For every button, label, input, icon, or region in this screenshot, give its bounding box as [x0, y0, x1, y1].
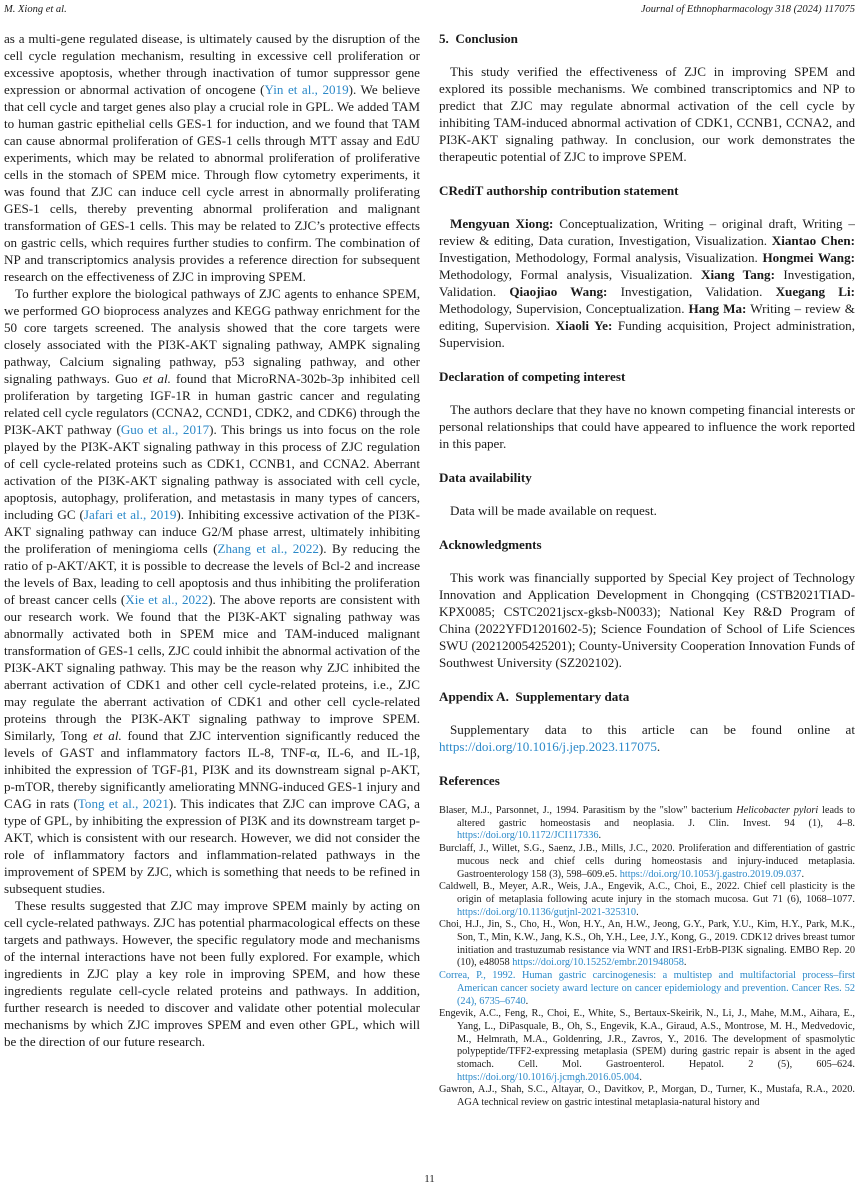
hyperlink[interactable]: https://doi.org/10.1016/j.jcmgh.2016.05.004 [457, 1071, 640, 1083]
section-heading-credit-authorship-contribution-statement: CRediT authorship contribution statement [439, 183, 679, 198]
text-segment: Mengyuan Xiong: [450, 216, 554, 231]
paragraph [439, 401, 855, 452]
text-segment: Methodology, Formal analysis, Visualization. [439, 267, 702, 282]
text-segment: et al. [93, 728, 122, 743]
text-segment: Xiaoli Ye: [555, 318, 613, 333]
running-head-author: M. Xiong et al. [4, 4, 67, 15]
text-segment: ). We believe that cell cycle and target genes also play a crucial role in GPL. We added TAM to human gastric epithelial cells GES-1 for induction, and we found that TAM can cause abnormal proliferation of GES-1 cells through MTT assay and EdU experiments, which may be related to abnormal proliferation of proliferative cells in the stomach of SPEM mice. Through flow cytometry experiments, it was found that ZJC can induce cell cycle arrest in abnormally proliferating GES-1 cells, thereby preventing abnormal proliferation and malignant transformation of GES-1 cells. This may be related to ZJC’s protective effects on gastric cells, which requires further studies to confirm. The combination of NP and transcriptomics analysis provides a reference direction for subsequent research on the effectiveness of ZJC in improving SPEM. [4, 82, 420, 284]
hyperlink[interactable]: Tong et al., 2021 [77, 796, 169, 811]
hyperlink[interactable]: https://doi.org/10.15252/embr.201948058 [512, 957, 684, 969]
text-segment: as a multi-gene regulated disease, is ultimately caused by the disruption of the cell cycle regulation mechanism, resulting in excessive cell proliferation or excessive apoptosis, whether through inactivation of tumor suppressor gene expression or abnormal activation of oncogene ( [4, 31, 420, 97]
text-segment: Qiaojiao Wang: [509, 284, 608, 299]
text-segment: Gawron, A.J., Shah, S.C., Altayar, O., Davitkov, P., Morgan, D., Turner, K., Mustafa, R.A., 2020. AGA technical review on gastric intestinal metaplasia-natural history and [439, 1084, 855, 1109]
reference-item [439, 881, 855, 919]
running-head [4, 4, 855, 16]
text-segment: Funding acquisition, Project administration, Supervision. [439, 318, 855, 350]
section-heading-appendix-a-supplementary-data: Appendix A. Supplementary data [439, 689, 630, 704]
text-segment: Methodology, Supervision, Conceptualization. [439, 301, 689, 316]
reference-item [439, 843, 855, 881]
hyperlink[interactable]: https://doi.org/10.1016/j.jep.2023.117075 [439, 739, 657, 754]
hyperlink[interactable]: Correa, P., 1992. Human gastric carcinogenesis: a multistep and multifactorial process–first American cancer society award lecture on cancer epidemiology and prevention. Cancer Res. 52 (24), 6735–6740 [439, 970, 855, 1007]
right-column [439, 30, 855, 1110]
hyperlink[interactable]: Zhang et al., 2022 [217, 541, 319, 556]
paragraph [4, 30, 420, 285]
text-segment: Choi, H.J., Jin, S., Cho, H., Won, H.Y., An, H.W., Jeong, G.Y., Park, Y.U., Kim, H.Y., Park, M.K., Son, T., Min, K.W., Jang, K.S., Oh, Y.H., Lee, J.Y., Kong, G., 2019. CDK12 drives breast tumor initiation and trastuzumab resistance via WNT and IRS1-ErbB-PI3K signaling. EMBO Rep. 20 (10), e48058 [439, 919, 855, 969]
reference-item [439, 970, 855, 1008]
references-list [439, 805, 855, 1110]
reference-item [439, 1084, 855, 1109]
paragraph [4, 897, 420, 1050]
text-segment: leads to altered gastric homeostasis and neoplasia. J. Clin. Invest. 94 (1), 4–8. [457, 805, 855, 829]
hyperlink[interactable]: Yin et al., 2019 [264, 82, 349, 97]
text-segment: To further explore the biological pathways of ZJC agents to enhance SPEM, we performed GO bioprocess analyzes and KEGG pathway enrichment for the 50 core targets screened. The analysis showed that the core targets were closely associated with the PI3K-AKT signaling pathway, AMPK signaling pathway, Calcium signaling pathway, p53 signaling pathway, and other signaling pathways. Guo [4, 286, 420, 386]
section-heading-references: References [439, 773, 500, 788]
text-segment: Burclaff, J., Willet, S.G., Saenz, J.B., Mills, J.C., 2020. Proliferation and differentiation of gastric mucous neck and chief cells during homeostasis and injury-induced metaplasia. Gastroenterology 158 (3), 598–609.e5. [439, 843, 855, 880]
hyperlink[interactable]: Xie et al., 2022 [125, 592, 209, 607]
text-segment: Xiantao Chen: [771, 233, 855, 248]
text-segment: Hang Ma: [688, 301, 747, 316]
text-segment: found that ZJC intervention significantly reduced the levels of GAST and inflammatory factors IL-8, TNF-α, IL-6, and IL-1β, inhibited the expression of TGF-β1, PI3K and its downstream signal p-AKT, p-mTOR, thereby significantly ameliorating MNNG-induced GES-1 injury and CAG in rats ( [4, 728, 420, 811]
text-segment: The authors declare that they have no known competing financial interests or personal relationships that could have appeared to influence the work reported in this paper. [439, 402, 855, 451]
hyperlink[interactable]: Jafari et al., 2019 [83, 507, 177, 522]
hyperlink[interactable]: Guo et al., 2017 [120, 422, 210, 437]
text-segment: This work was financially supported by Special Key project of Technology Innovation and Application Development in Chongqing (CSTB2021TIAD-KPX0085; CSTC2021jscx-gksb-N0033); National Key R&D Program of China (2022YFD1201602-5); Science Foundation of School of Life Sciences SWU (20212005425201); County-University Cooperation Innovation Funds of Southwest University (SZ202102). [439, 570, 855, 670]
text-segment: ). By reducing the ratio of p-AKT/AKT, it is possible to decrease the levels of Bcl-2 and increase the levels of Bax, leading to cell apoptosis and thus inhibiting the proliferation of breast cancer cells ( [4, 541, 421, 607]
text-segment: Data will be made available on request. [450, 503, 657, 518]
text-segment: Investigation, Methodology, Formal analysis, Visualization. [439, 250, 763, 265]
reference-item [439, 919, 855, 970]
text-segment: Conceptualization, Writing – original draft, Writing – review & editing, Data curation, Investigation, Visualization. [439, 216, 855, 248]
text-segment: . [639, 1071, 642, 1083]
text-segment: ). This indicates that ZJC can improve CAG, a type of GPL, by inhibiting the expression of PI3K and its downstream target p-AKT, which is consistent with our research. However, we did not consider the role of inflammatory factors and inflammation-related pathways in the improvement of SPEM by ZJC, which is something that needs to be refined in subsequent studies. [4, 796, 420, 896]
paragraph [4, 285, 420, 897]
text-segment: . [656, 739, 661, 754]
text-segment: found that MicroRNA-302b-3p inhibited cell proliferation by targeting IGF-1R in human gastric cancer and regulating related cell cycle regulators (CCNA2, CCND1, CDK2, and CDK6) through the PI3K-AKT pathway ( [4, 371, 420, 437]
hyperlink[interactable]: https://doi.org/10.1172/JCI117336 [457, 830, 599, 842]
hyperlink[interactable]: https://doi.org/10.1136/gutjnl-2021-325310 [457, 906, 637, 918]
text-segment: . [525, 995, 529, 1007]
section-heading-declaration-of-competing-interest: Declaration of competing interest [439, 369, 626, 384]
text-segment: ). This brings us into focus on the role played by the PI3K-AKT signaling pathway in this process of ZJC regulation of cell cycle-related proteins such as CDK1, CCNB1, and CCNA2. Aberrant activation of the PI3K-AKT signaling pathway is associated with cell cycle, apoptosis, autophagy, proliferation, and metastasis in many types of cancers, including GC ( [4, 422, 420, 522]
text-segment: Supplementary data to this article can be found online at [450, 722, 855, 737]
text-segment: . [636, 906, 639, 918]
reference-item [439, 1008, 855, 1084]
text-segment: Hongmei Wang: [762, 250, 855, 265]
text-segment: These results suggested that ZJC may improve SPEM mainly by acting on cell cycle-related pathways. ZJC has potential pharmacological effects on these targets and pathways. However, the specific regulatory mode and mechanisms of the internal interactions have not been fully explored. For example, which ingredients in ZJC play a key role in improving SPEM, and how these ingredients regulate cell-cycle related proteins and pathways. In addition, further research is needed to discover and validate other potential molecular mechanisms by which ZJC improves SPEM and even other GPL, which will be the direction of our future research. [4, 898, 420, 1049]
paragraph [439, 215, 855, 351]
text-segment: This study verified the effectiveness of ZJC in improving SPEM and explored its possible mechanisms. We combined transcriptomics and NP to predict that ZJC may regulate abnormal activation of the cell cycle by inhibiting TAM-induced abnormal activation of CDK1, CCNB1, CCNA2, and PI3K-AKT signaling pathway. In conclusion, our work demonstrates the therapeutic potential of ZJC to improve SPEM. [439, 64, 855, 164]
text-segment: Helicobacter pylori [736, 805, 819, 816]
text-segment: Writing – review & editing, Supervision. [439, 301, 855, 333]
reference-item [439, 805, 855, 843]
paragraph [439, 569, 855, 671]
two-column-body [4, 30, 855, 1110]
text-segment: ). The above reports are consistent with our research work. We found that the PI3K-AKT signaling pathway was abnormally activated both in SPEM mice and TAM-induced malignant transformation of GES-1 cells, ZJC could inhibit the abnormal activation of the PI3K-AKT signaling pathway. This may be the reason why ZJC inhibited the aberrant activation of CDK1 and other cell cycle-related proteins, i.e., ZJC may regulate the aberrant activation of CDK1 and other cell cycle-related proteins through the PI3K-AKT signaling pathway to improve SPEM. Similarly, Tong [4, 592, 421, 743]
page-footer [0, 1173, 859, 1185]
text-segment: Investigation, Validation. [439, 267, 855, 299]
text-segment: ). Inhibiting excessive activation of the PI3K-AKT signaling pathway can induce G2/M phase arrest, ultimately inhibiting the proliferation of meningioma cells ( [4, 507, 420, 556]
hyperlink[interactable]: https://doi.org/10.1053/j.gastro.2019.09.037 [619, 868, 802, 880]
text-segment: et al. [142, 371, 171, 386]
paragraph [439, 63, 855, 165]
paragraph [439, 721, 855, 755]
text-segment: Engevik, A.C., Feng, R., Choi, E., White, S., Bertaux-Skeirik, N., Li, J., Mahe, M.M., Aihara, E., Yang, L., DiPasquale, B., Oh, S., Engevik, K.A., Giraud, A.S., Montrose, M. H., Medvedovic, M., Helmrath, M.A., Goldenring, J.R., Zavros, Y., 2016. The development of spasmolytic polypeptide/TFF2-expressing metaplasia (SPEM) during gastric repair is absent in the aged stomach. Cell. Mol. Gastroenterol. Hepatol. 2 (5), 605–624. [439, 1008, 855, 1071]
section-heading-acknowledgments: Acknowledgments [439, 537, 542, 552]
section-heading-5-conclusion: 5. Conclusion [439, 31, 518, 46]
text-segment: Xuegang Li: [775, 284, 855, 299]
text-segment: Caldwell, B., Meyer, A.R., Weis, J.A., Engevik, A.C., Choi, E., 2022. Chief cell plasticity is the origin of metaplasia following acute injury in the stomach mucosa. Gut 71 (6), 1068–1077. [439, 881, 855, 905]
text-segment: . [801, 868, 805, 880]
left-column [4, 30, 420, 1110]
text-segment: . [598, 830, 602, 842]
running-head-journal: Journal of Ethnopharmacology 318 (2024) 117075 [640, 4, 855, 15]
paragraph [439, 502, 855, 519]
text-segment: Xiang Tang: [701, 267, 775, 282]
text-segment: . [683, 957, 687, 969]
text-segment: Blaser, M.J., Parsonnet, J., 1994. Parasitism by the "slow" bacterium [439, 805, 737, 816]
section-heading-data-availability: Data availability [439, 470, 532, 485]
page-number: 11 [424, 1173, 435, 1185]
text-segment: Investigation, Validation. [607, 284, 776, 299]
